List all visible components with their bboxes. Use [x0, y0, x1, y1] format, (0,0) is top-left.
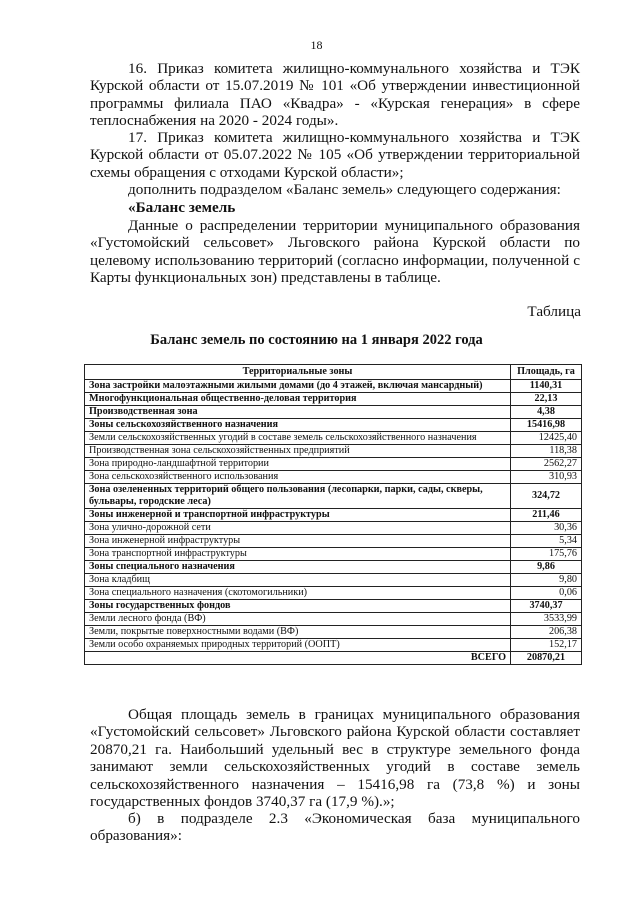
- zone-cell: Зона улично-дорожной сети: [85, 522, 511, 535]
- area-cell: 3740,37: [511, 600, 582, 613]
- zone-cell: Земли лесного фонда (ВФ): [85, 613, 511, 626]
- page-number: 18: [310, 38, 323, 52]
- area-cell: 211,46: [511, 509, 582, 522]
- zone-cell: Зона специального назначения (скотомогильники): [85, 587, 511, 600]
- zone-cell: Зона застройки малоэтажными жилыми домами (до 4 этажей, включая мансардный): [85, 380, 511, 393]
- table-row: [85, 522, 582, 535]
- table-title: Баланс земель по состоянию на 1 января 2022 года: [150, 332, 483, 348]
- area-cell: 3533,99: [511, 613, 582, 626]
- zone-cell: Многофункциональная общественно-деловая территория: [85, 393, 511, 406]
- area-cell: 4,38: [511, 406, 582, 419]
- zone-cell: Зона транспортной инфраструктуры: [85, 548, 511, 561]
- zone-cell: Зона кладбищ: [85, 574, 511, 587]
- paragraph-supplement: дополнить подразделом «Баланс земель» следующего содержания:: [128, 181, 561, 198]
- zone-cell: Зоны сельскохозяйственного назначения: [85, 419, 511, 432]
- table-row: [85, 393, 582, 406]
- table-row: [85, 484, 582, 509]
- total-area: 20870,21: [511, 652, 582, 665]
- zone-cell: Зоны инженерной и транспортной инфраструктуры: [85, 509, 511, 522]
- area-cell: 30,36: [511, 522, 582, 535]
- header-zone: Территориальные зоны: [85, 365, 511, 380]
- area-cell: 22,13: [511, 393, 582, 406]
- table-row: [85, 613, 582, 626]
- area-cell: 9,86: [511, 561, 582, 574]
- zone-cell: Зоны специального назначения: [85, 561, 511, 574]
- zone-cell: Зона инженерной инфраструктуры: [85, 535, 511, 548]
- area-cell: 9,80: [511, 574, 582, 587]
- zone-cell: Земли, покрытые поверхностными водами (ВФ): [85, 626, 511, 639]
- area-cell: 324,72: [511, 484, 582, 509]
- zone-cell: Земли особо охраняемых природных территорий (ООПТ): [85, 639, 511, 652]
- table-row: [85, 639, 582, 652]
- paragraph-item-16: 16. Приказ комитета жилищно-коммунального хозяйства и ТЭК Курской области от 15.07.2019 № 101 «Об утверждении инвестиционной программы филиала ПАО «Квадра» - «Курская генерация» в сфере теплоснабжения на 2020 - 2024 годы».: [90, 60, 580, 130]
- table-row: [85, 458, 582, 471]
- table-row: [85, 626, 582, 639]
- table-row: [85, 380, 582, 393]
- zone-cell: Производственная зона: [85, 406, 511, 419]
- area-cell: 118,38: [511, 445, 582, 458]
- zone-cell: Производственная зона сельскохозяйственных предприятий: [85, 445, 511, 458]
- table-total-row: [85, 652, 582, 665]
- table-row: [85, 419, 582, 432]
- paragraph-intro: Данные о распределении территории муниципального образования «Густомойский сельсовет» Льговского района Курской области по целевому использованию территорий (согласно информации, полученной с Карты функциональных зон) представлены в таблице.: [90, 217, 580, 287]
- area-cell: 12425,40: [511, 432, 582, 445]
- table-body: [85, 380, 582, 665]
- land-balance-table: [84, 364, 582, 665]
- zone-cell: Зоны государственных фондов: [85, 600, 511, 613]
- zone-cell: Земли сельскохозяйственных угодий в составе земель сельскохозяйственного назначения: [85, 432, 511, 445]
- zone-cell: Зона природно-ландшафтной территории: [85, 458, 511, 471]
- table-row: [85, 445, 582, 458]
- table-row: [85, 406, 582, 419]
- paragraph-summary: Общая площадь земель в границах муниципального образования «Густомойский сельсовет» Льговского района Курской области составляет 20870,21 га. Наибольший удельный вес в структуре земельного фонда занимают земли сельскохозяйственных угодий в составе земель сельскохозяйственного назначения – 15416,98 га (73,8 %) и зоны государственных фондов 3740,37 га (17,9 %).»;: [90, 706, 580, 811]
- area-cell: 310,93: [511, 471, 582, 484]
- table-row: [85, 432, 582, 445]
- area-cell: 2562,27: [511, 458, 582, 471]
- area-cell: 152,17: [511, 639, 582, 652]
- area-cell: 175,76: [511, 548, 582, 561]
- table-row: [85, 574, 582, 587]
- table-row: [85, 509, 582, 522]
- area-cell: 15416,98: [511, 419, 582, 432]
- section-heading: «Баланс земель: [128, 199, 236, 216]
- area-cell: 5,34: [511, 535, 582, 548]
- zone-cell: Зона сельскохозяйственного использования: [85, 471, 511, 484]
- header-area: Площадь, га: [511, 365, 582, 380]
- area-cell: 206,38: [511, 626, 582, 639]
- table-row: [85, 587, 582, 600]
- paragraph-item-b: б) в подразделе 2.3 «Экономическая база муниципального образования»:: [90, 810, 580, 845]
- total-label: ВСЕГО: [85, 652, 511, 665]
- zone-cell: Зона озелененных территорий общего пользования (лесопарки, парки, сады, скверы, бульвары, городские леса): [85, 484, 511, 509]
- table-header-row: [85, 365, 582, 380]
- table-row: [85, 535, 582, 548]
- table-row: [85, 471, 582, 484]
- table-label: Таблица: [527, 303, 581, 320]
- area-cell: 1140,31: [511, 380, 582, 393]
- table-row: [85, 561, 582, 574]
- table-row: [85, 548, 582, 561]
- table-row: [85, 600, 582, 613]
- paragraph-item-17: 17. Приказ комитета жилищно-коммунального хозяйства и ТЭК Курской области от 05.07.2022 № 105 «Об утверждении территориальной схемы обращения с отходами Курской области»;: [90, 129, 580, 181]
- area-cell: 0,06: [511, 587, 582, 600]
